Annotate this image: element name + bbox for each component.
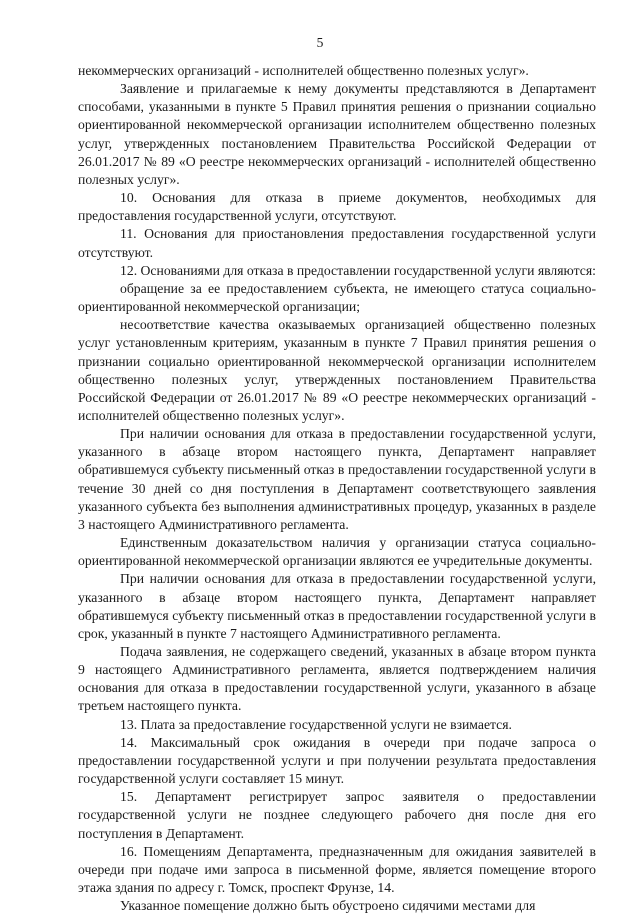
paragraph-item-16: 16. Помещениям Департамента, предназначенным для ожидания заявителей в очереди при подаче ими запроса в письменной форме, является помещение второго этажа здания по адресу г. Томск, проспект Фрунзе, 14. [78,843,596,896]
paragraph-item-12: 12. Основаниями для отказа в предоставлении государственной услуги являются: [120,262,596,278]
paragraph-item-14: 14. Максимальный срок ожидания в очереди при подаче запроса о предоставлении государственной услуги и при получении результата предоставления государственной услуги составляет 15 минут. [78,734,596,787]
paragraph-refusal-deadline: При наличии основания для отказа в предоставлении государственной услуги, указанного в абзаце втором настоящего пункта, Департамент направляет обратившемуся субъекту письменный отказ в предоставлении государственной услуги в срок, указанный в пункте 7 настоящего Административного регламента. [78,571,596,641]
document-body [78,62,596,915]
paragraph-item-15: 15. Департамент регистрирует запрос заявителя о предоставлении государственной услуги не позднее следующего рабочего дня после дня его поступления в Департамент. [78,789,596,841]
page-number: 5 [316,35,324,50]
paragraph-premises-equipment: Указанное помещение должно быть обустроено сидячими местами для [120,898,536,914]
paragraph-item-12-ground-2: несоответствие качества оказываемых организацией общественно полезных услуг установленным критериям, указанным в пункте 7 Правил принятия решения о признании социально ориентированной некоммерческой организации исполнителем общественно полезных услуг, утвержденных постановлением Правительства Российской Федерации от 26.01.2017 № 89 «О реестре некоммерческих организаций - исполнителей общественно полезных услуг». [78,317,596,423]
paragraph-application-submission: Заявление и прилагаемые к нему документы представляются в Департамент способами, указанными в пункте 5 Правил принятия решения о признании социально ориентированной некоммерческой организации исполнителем общественно полезных услуг, утвержденных постановлением Правительства Российской Федерации от 26.01.2017 № 89 «О реестре некоммерческих организаций - исполнителей общественно полезных услуг». [78,81,596,187]
paragraph-refusal-procedure: При наличии основания для отказа в предоставлении государственной услуги, указанного в абзаце втором настоящего пункта, Департамент направляет обратившемуся субъекту письменный отказ в предоставлении государственной услуги в течение 30 дней со дня поступления в Департамент соответствующего заявления указанного субъекта без выполнения административных процедур, указанных в разделе 3 настоящего Административного регламента. [78,426,596,532]
paragraph-item-13: 13. Плата за предоставление государственной услуги не взимается. [120,716,512,732]
paragraph-item-12-ground-1: обращение за ее предоставлением субъекта, не имеющего статуса социально-ориентированной некоммерческой организации; [78,280,596,315]
paragraph-item-10: 10. Основания для отказа в приеме документов, необходимых для предоставления государственной услуги, отсутствуют. [78,190,596,224]
paragraph-status-evidence: Единственным доказательством наличия у организации статуса социально-ориентированной некоммерческой организации являются ее учредительные документы. [78,535,596,569]
paragraph-application-without-info: Подача заявления, не содержащего сведений, указанных в абзаце втором пункта 9 настоящего Административного регламента, является подтверждением наличия основания для отказа в предоставлении государственной услуги, указанного в абзаце третьем настоящего пункта. [78,644,596,714]
paragraph-continuation: некоммерческих организаций - исполнителей общественно полезных услуг». [78,63,529,78]
paragraph-item-11: 11. Основания для приостановления предоставления государственной услуги отсутствуют. [78,226,596,260]
